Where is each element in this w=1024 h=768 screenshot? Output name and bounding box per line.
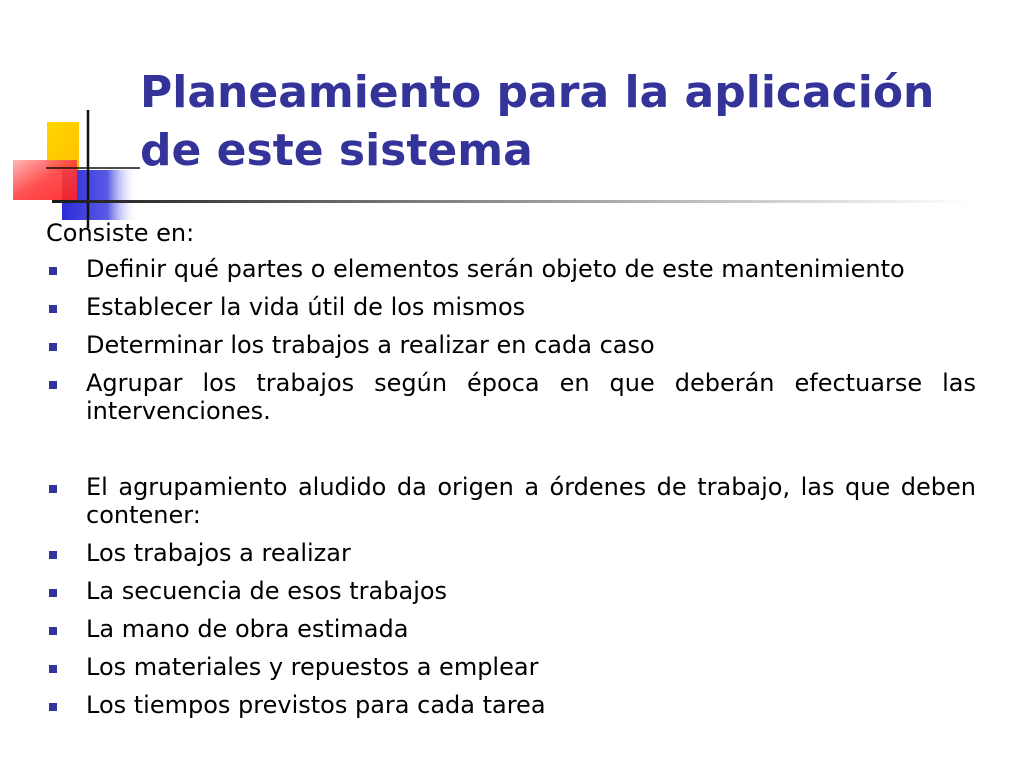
list-item: Determinar los trabajos a realizar en cada caso (46, 331, 976, 359)
title-line-2: de este sistema (140, 125, 533, 176)
title-divider (52, 200, 972, 203)
decorative-squares-logo (0, 0, 160, 240)
list-item: El agrupamiento aludido da origen a órdenes de trabajo, las que deben contener: (46, 473, 976, 529)
list-item: Definir qué partes o elementos serán objeto de este mantenimiento (46, 255, 976, 283)
logo-red-square (13, 160, 77, 200)
square-bullet-icon (49, 343, 57, 351)
square-bullet-icon (49, 627, 57, 635)
square-bullet-icon (49, 267, 57, 275)
list-item: Los materiales y repuestos a emplear (46, 653, 976, 681)
square-bullet-icon (49, 589, 57, 597)
square-bullet-icon (49, 703, 57, 711)
list-item: La mano de obra estimada (46, 615, 976, 643)
bullet-list-1 (46, 255, 976, 425)
list-item: Establecer la vida útil de los mismos (46, 293, 976, 321)
list-item: Agrupar los trabajos según época en que deberán efectuarse las intervenciones. (46, 369, 976, 425)
square-bullet-icon (49, 665, 57, 673)
slide-body (46, 219, 976, 729)
square-bullet-icon (49, 551, 57, 559)
bullet-list-2 (46, 473, 976, 719)
slide-title (140, 64, 1000, 180)
intro-text: Consiste en: (46, 219, 195, 247)
list-item: Los tiempos previstos para cada tarea (46, 691, 976, 719)
square-bullet-icon (49, 485, 57, 493)
title-line-1: Planeamiento para la aplicación (140, 67, 935, 118)
square-bullet-icon (49, 305, 57, 313)
spacer (46, 435, 976, 473)
square-bullet-icon (49, 381, 57, 389)
list-item: La secuencia de esos trabajos (46, 577, 976, 605)
list-item: Los trabajos a realizar (46, 539, 976, 567)
